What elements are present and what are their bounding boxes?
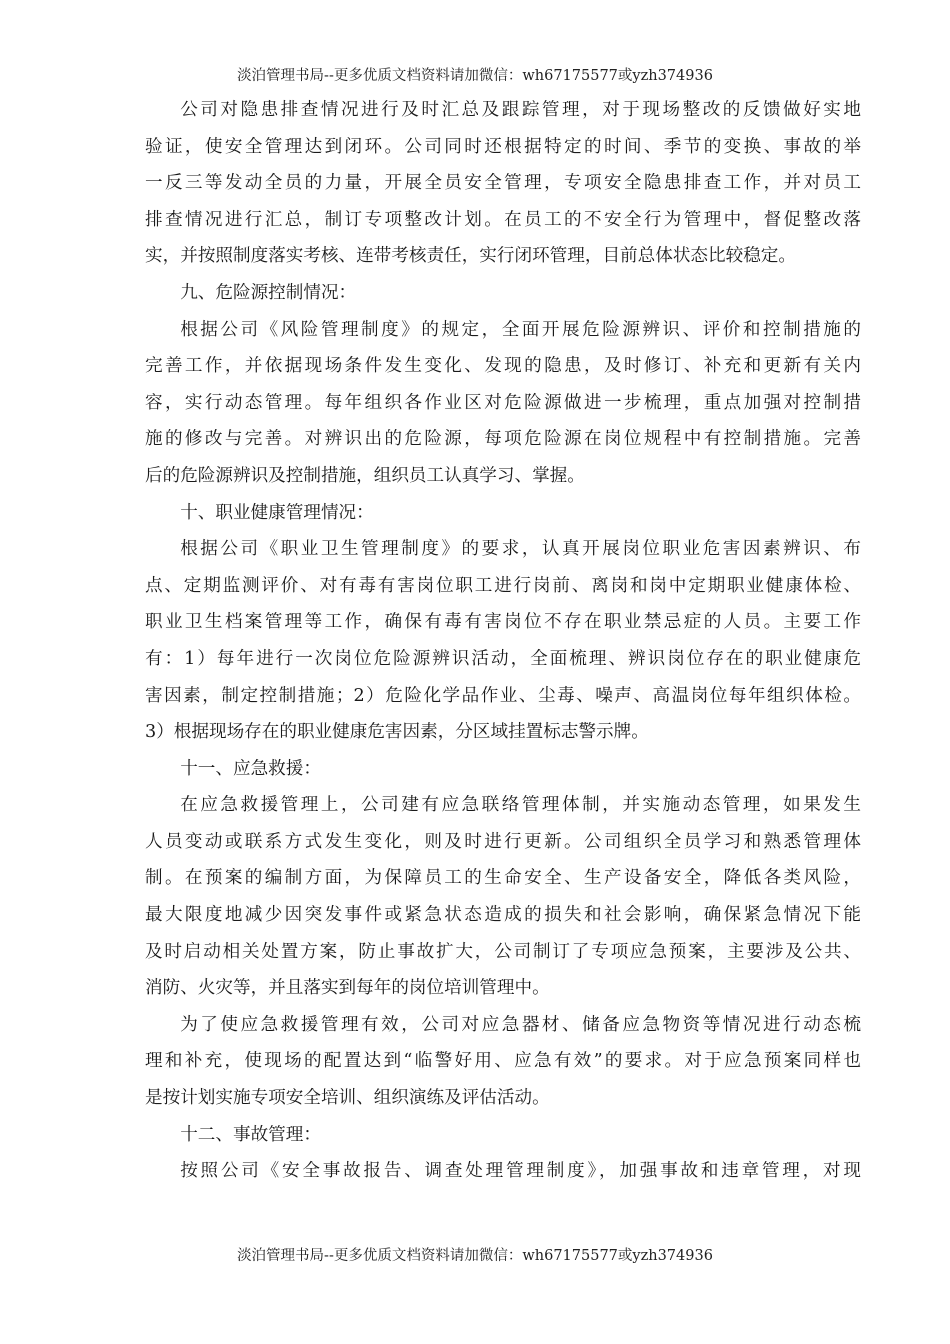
text-line: 最大限度地减少因突发事件或紧急状态造成的损失和社会影响，确保紧急情况下能 (145, 905, 861, 926)
text-line: 完善工作，并依据现场条件发生变化、发现的隐患，及时修订、补充和更新有关内 (145, 356, 861, 377)
text-line: 制。在预案的编制方面，为保障员工的生命安全、生产设备安全，降低各类风险， (145, 868, 861, 889)
text-line: 及时启动相关处置方案，防止事故扩大，公司制订了专项应急预案，主要涉及公共、 (145, 941, 861, 962)
page-header: 淡泊管理书局--更多优质文档资料请加微信：wh67175577或yzh374936 (237, 68, 713, 84)
text-line: 实，并按照制度落实考核、连带考核责任，实行闭环管理，目前总体状态比较稳定。 (145, 246, 796, 267)
text-line: 按照公司《安全事故报告、调查处理管理制度》，加强事故和违章管理，对现 (180, 1161, 861, 1182)
text-line: 职业卫生档案管理等工作，确保有毒有害岗位不存在职业禁忌症的人员。主要工作 (145, 612, 861, 633)
text-line: 根据公司《职业卫生管理制度》的要求，认真开展岗位职业危害因素辨识、布 (180, 539, 861, 560)
text-line: 3）根据现场存在的职业健康危害因素，分区域挂置标志警示牌。 (145, 722, 649, 743)
text-line: 点、定期监测评价、对有毒有害岗位职工进行岗前、离岗和岗中定期职业健康体检、 (145, 575, 861, 596)
section-heading-9: 九、危险源控制情况： (180, 282, 357, 303)
text-line: 是按计划实施专项安全培训、组织演练及评估活动。 (145, 1088, 550, 1109)
text-line: 有：1）每年进行一次岗位危险源辨识活动，全面梳理、辨识岗位存在的职业健康危 (145, 648, 861, 669)
text-line: 排查情况进行汇总，制订专项整改计划。在员工的不安全行为管理中，督促整改落 (145, 209, 861, 230)
paragraph-hazard-tracking (145, 92, 861, 275)
text-line: 在应急救援管理上，公司建有应急联络管理体制，并实施动态管理，如果发生 (180, 795, 861, 816)
text-line: 公司对隐患排查情况进行及时汇总及跟踪管理，对于现场整改的反馈做好实地 (180, 100, 861, 120)
page-footer: 淡泊管理书局--更多优质文档资料请加微信：wh67175577或yzh374936 (237, 1248, 713, 1264)
paragraph-emergency-supplies (145, 1007, 861, 1117)
text-line: 消防、火灾等，并且落实到每年的岗位培训管理中。 (145, 978, 550, 999)
text-line: 害因素，制定控制措施；2）危险化学品作业、尘毒、噪声、高温岗位每年组织体检。 (145, 685, 861, 706)
text-line: 后的危险源辨识及控制措施，组织员工认真学习、掌握。 (145, 465, 585, 486)
paragraph-accident-management (145, 1153, 861, 1190)
section-heading-10: 十、职业健康管理情况： (180, 502, 374, 523)
text-line: 施的修改与完善。对辨识出的危险源，每项危险源在岗位规程中有控制措施。完善 (145, 429, 861, 450)
text-line: 一反三等发动全员的力量，开展全员安全管理，专项安全隐患排查工作，并对员工 (145, 173, 861, 194)
paragraph-occupational-health (145, 531, 861, 751)
paragraph-hazard-source-control (145, 312, 861, 495)
section-heading-12: 十二、事故管理： (180, 1124, 321, 1145)
text-line: 人员变动或联系方式发生变化，则及时进行更新。公司组织全员学习和熟悉管理体 (145, 831, 861, 852)
text-line: 根据公司《风险管理制度》的规定，全面开展危险源辨识、评价和控制措施的 (180, 319, 861, 340)
document-body (145, 92, 861, 1190)
paragraph-emergency-rescue (145, 787, 861, 1007)
section-heading-11: 十一、应急救援： (180, 758, 321, 779)
text-line: 理和补充，使现场的配置达到“临警好用、应急有效”的要求。对于应急预案同样也 (145, 1051, 861, 1072)
text-line: 容，实行动态管理。每年组织各作业区对危险源做进一步梳理，重点加强对控制措 (145, 392, 861, 413)
text-line: 为了使应急救援管理有效，公司对应急器材、储备应急物资等情况进行动态梳 (180, 1014, 861, 1035)
text-line: 验证，使安全管理达到闭环。公司同时还根据特定的时间、季节的变换、事故的举 (145, 136, 861, 157)
